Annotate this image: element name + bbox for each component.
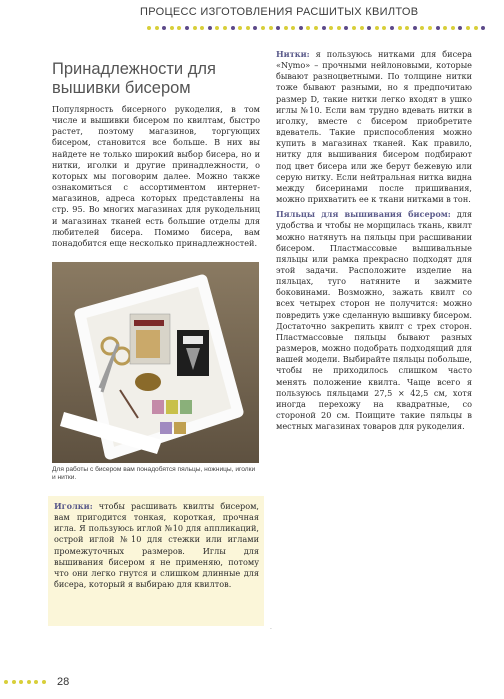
- rule-dot: [269, 26, 273, 30]
- needles-title: Иголки:: [54, 501, 93, 511]
- print-mark: ·: [270, 626, 272, 633]
- thread-spool-brown: [135, 373, 161, 391]
- rule-dot: [261, 26, 265, 30]
- rule-dot: [405, 26, 409, 30]
- thread-spool-purple: [160, 422, 172, 434]
- threads-text: я пользуюсь нитками для бисера «Nymo» – прочными нейлоновыми, которые бывают разноцветными. По толщине нитки тоже бывают разными, но я предпочитаю размер D, такие нитки легко входят в ушко иглы №10. Если вам трудно вдевать нитки в иголку, вместе с бисером приобретите вдеватель. Такие приспособления можно купить в магазинах тканей. Как правило, нитку для вышивания бисером подбирают под цвет бисера или же берут бежевую или серую нитку. Если нейтральная нитка видна между бисеринами после пришивания, можно прихватить ее к ткани нитками в тон.: [276, 49, 472, 205]
- rule-dot: [428, 26, 432, 30]
- rule-dot: [12, 680, 16, 684]
- rule-dot: [360, 26, 364, 30]
- header-dot-rule: [147, 26, 485, 30]
- threads-title: Нитки:: [276, 49, 310, 59]
- needles-box: [48, 496, 264, 626]
- rule-dot: [481, 26, 485, 30]
- rule-dot: [238, 26, 242, 30]
- rule-dot: [299, 26, 303, 30]
- page-number: 28: [57, 676, 70, 688]
- rule-dot: [34, 680, 38, 684]
- rule-dot: [322, 26, 326, 30]
- thread-spool-green: [180, 400, 192, 414]
- rule-dot: [306, 26, 310, 30]
- rule-dot: [42, 680, 46, 684]
- intro-paragraph: Популярность бисерного рукоделия, в том числе и вышивки бисером по квилтам, быстро растет, поэтому магазинов, торгующих бисером, становится все больше. В них вы найдете не только широкий выбор бисера, но и нитки, иголки и другие принадлежности, о которых мы поговорим далее. Можно также ознакомиться с ассортиментом интернет-магазинов, адреса которых представлены на стр. 95. Во многих магазинах для рукодельниц и магазинах тканей есть большие отделы для любителей бисера. Помимо бисера, вам понадобится еще несколько принадлежностей.: [52, 104, 260, 248]
- hoops-text: для удобства и чтобы не морщилась ткань, квилт можно натянуть на пяльцы при расшивании бисером. Пластмассовые вышивальные пяльцы или рамка прекрасно подходят для этой задачи. Расположите изделие на пяльцах, туго натяните и зажмите боковинами. Возможно, зажать квилт со всех четырех сторон не получится: можно повредить уже сделанную вышивку бисером. Достаточно закрепить квилт с трех сторон. Пластмассовые пяльцы бывают разных размеров, можно подобрать подходящий для вашей модели. Выбирайте пяльцы побольше, чтобы не приходилось слишком часто менять положение квилта. Чаще всего я пользуюсь пяльцами 27,5 × 42,5 см, хотя иногда перехожу на квадратные, со стороной 20 см. Поищите такие пяльцы в местных магазинах товаров для рукоделия.: [276, 209, 473, 432]
- rule-dot: [147, 26, 151, 30]
- thread-spool-yellow: [166, 400, 178, 414]
- rule-dot: [474, 26, 478, 30]
- thread-spool-gold: [174, 422, 186, 434]
- rule-dot: [155, 26, 159, 30]
- rule-dot: [329, 26, 333, 30]
- threads-paragraph: [276, 49, 472, 205]
- header-title: ПРОЦЕСС ИЗГОТОВЛЕНИЯ РАСШИТЫХ КВИЛТОВ: [140, 6, 419, 18]
- rule-dot: [223, 26, 227, 30]
- rule-dot: [193, 26, 197, 30]
- rule-dot: [284, 26, 288, 30]
- needles-text: чтобы расшивать квилты бисером, вам пригодится тонкая, короткая, прочная игла. Я пользуюсь иглой №10 для аппликаций, острой иглой №10 для стежки или иглами промежуточных размеров. Иглы для вышивания бисером я не применяю, потому что они легко гнутся и слишком длинные для бисера, который я выбираю для квилтов.: [54, 501, 259, 590]
- rule-dot: [200, 26, 204, 30]
- rule-dot: [390, 26, 394, 30]
- needle-pack-label: [134, 320, 164, 326]
- rule-dot: [443, 26, 447, 30]
- rule-dot: [436, 26, 440, 30]
- rule-dot: [352, 26, 356, 30]
- rule-dot: [253, 26, 257, 30]
- rule-dot: [177, 26, 181, 30]
- rule-dot: [337, 26, 341, 30]
- rule-dot: [185, 26, 189, 30]
- rule-dot: [413, 26, 417, 30]
- rule-dot: [231, 26, 235, 30]
- needles-paragraph: [54, 501, 259, 590]
- rule-dot: [420, 26, 424, 30]
- rule-dot: [375, 26, 379, 30]
- rule-dot: [27, 680, 31, 684]
- left-column: [52, 60, 260, 249]
- hoop-and-supplies-illustration: [52, 262, 259, 463]
- rule-dot: [398, 26, 402, 30]
- supplies-photo: [52, 262, 259, 463]
- rule-dot: [19, 680, 23, 684]
- rule-dot: [367, 26, 371, 30]
- hoops-paragraph: [276, 209, 472, 432]
- photo-caption: Для работы с бисером вам понадобятся пяльцы, ножницы, иголки и нитки.: [52, 466, 256, 482]
- rule-dot: [276, 26, 280, 30]
- rule-dot: [382, 26, 386, 30]
- section-heading: Принадлежности для вышивки бисером: [52, 60, 216, 97]
- rule-dot: [291, 26, 295, 30]
- rule-dot: [458, 26, 462, 30]
- thread-spool-pink: [152, 400, 164, 414]
- rule-dot: [215, 26, 219, 30]
- rule-dot: [466, 26, 470, 30]
- rule-dot: [451, 26, 455, 30]
- rule-dot: [162, 26, 166, 30]
- hoops-title: Пяльцы для вышивания бисером:: [276, 209, 451, 220]
- rule-dot: [208, 26, 212, 30]
- right-column: [276, 49, 472, 432]
- rule-dot: [246, 26, 250, 30]
- rule-dot: [4, 680, 8, 684]
- rule-dot: [314, 26, 318, 30]
- footer-dot-rule: [4, 680, 46, 684]
- rule-dot: [344, 26, 348, 30]
- rule-dot: [170, 26, 174, 30]
